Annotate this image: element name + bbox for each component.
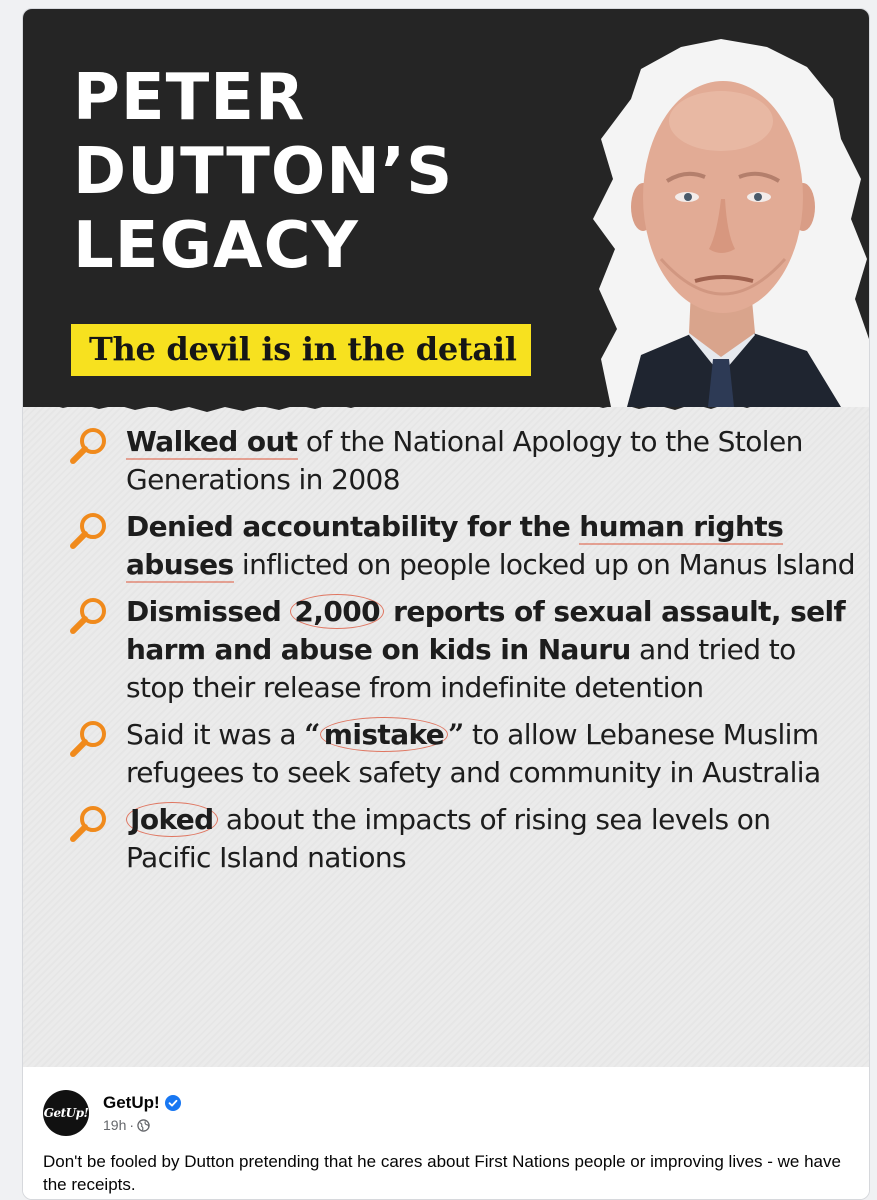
portrait-photo: [571, 29, 869, 407]
emphasis-text: Denied accountability for the: [126, 510, 580, 543]
list-item-text: [126, 716, 858, 792]
headline-line: PETER: [73, 61, 306, 135]
headline-line: LEGACY: [73, 209, 359, 283]
post-footer: [23, 1067, 869, 1199]
body-text: Said it was a: [126, 718, 305, 751]
emphasis-text: Joked: [126, 802, 218, 837]
post-image[interactable]: [23, 9, 869, 1067]
emphasis-text: 2,000: [290, 594, 384, 629]
magnifying-glass-icon: [68, 425, 110, 467]
emphasis-text: human rights abuses: [126, 510, 784, 581]
verified-badge-icon: [165, 1095, 181, 1111]
emphasis-text: Dismissed: [126, 595, 291, 628]
avatar[interactable]: GetUp!: [43, 1090, 89, 1136]
list-item: [68, 508, 858, 584]
post-timestamp[interactable]: 19h: [103, 1117, 127, 1133]
list-item-text: [126, 801, 858, 877]
post-caption: Don't be fooled by Dutton pretending that he cares about First Nations people or improving lives - we have the receipts.: [43, 1152, 841, 1194]
list-item: [68, 716, 858, 792]
magnifying-glass-icon: [68, 510, 110, 552]
magnifying-glass-icon: [68, 803, 110, 845]
list-item-text: [126, 593, 858, 707]
body-text: and tried to stop their release from indefinite detention: [126, 633, 796, 704]
list-item-text: [126, 508, 858, 584]
body-text: to allow Lebanese Muslim refugees to seek safety and community in Australia: [126, 718, 821, 789]
list-item-text: [126, 423, 858, 499]
post-meta: [103, 1117, 150, 1133]
globe-icon[interactable]: [137, 1119, 150, 1132]
legacy-list: [68, 423, 858, 877]
meta-separator: ·: [129, 1117, 135, 1133]
magnifying-glass-icon: [68, 718, 110, 760]
magnifying-glass-icon: [68, 595, 110, 637]
emphasis-text: mistake: [320, 717, 448, 752]
tagline-banner: The devil is in the detail: [71, 324, 531, 376]
emphasis-text: reports of sexual assault, self harm and abuse on kids in Nauru: [126, 595, 846, 666]
author-row: [103, 1093, 181, 1113]
emphasis-text: Walked out: [126, 425, 298, 458]
quote-mark: “: [304, 718, 320, 751]
list-item: [68, 423, 858, 499]
list-item: [68, 801, 858, 877]
body-text: about the impacts of rising sea levels on Pacific Island nations: [126, 803, 771, 874]
author-name[interactable]: GetUp!: [103, 1093, 160, 1112]
headline-line: DUTTON’S: [73, 135, 454, 209]
quote-mark: ”: [448, 718, 464, 751]
headline: [73, 61, 453, 283]
list-item: [68, 593, 858, 707]
body-text: of the National Apology to the Stolen Generations in 2008: [126, 425, 803, 496]
post-card: [22, 8, 870, 1200]
body-text: inflicted on people locked up on Manus Island: [233, 548, 855, 581]
